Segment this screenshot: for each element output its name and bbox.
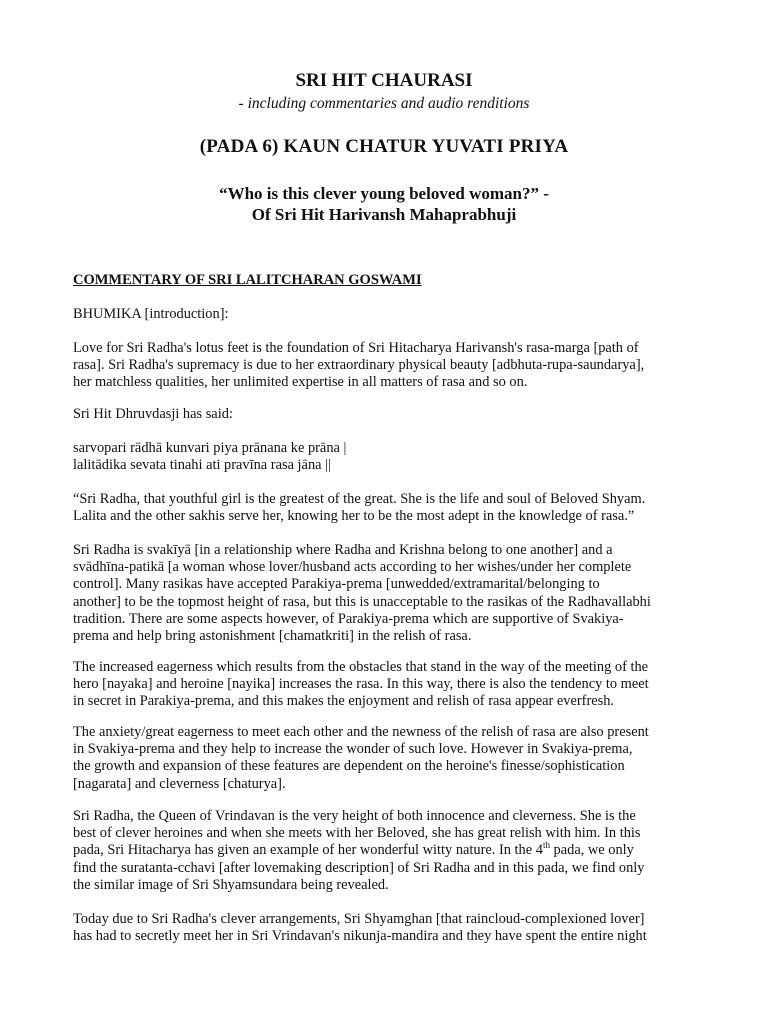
text-line: Lalita and the other sakhis serve her, knowing her to be the most adept in the knowledge of rasa.” [73, 508, 635, 525]
text-line: svādhīna-patikā [a woman whose lover/husband acts according to her wishes/under her complete [73, 559, 632, 576]
paragraph-anxiety [73, 724, 698, 793]
text-line: has had to secretly meet her in Sri Vrindavan's nikunja-mandira and they have spent the entire night [73, 928, 647, 945]
text-line: prema and help bring astonishment [chamatkriti] in the relish of rasa. [73, 628, 472, 645]
text-line: Today due to Sri Radha's clever arrangements, Sri Shyamghan [that raincloud-complexioned lover] [73, 911, 645, 927]
text-segment: pada, we only [549, 842, 634, 859]
paragraph-svakiya [73, 542, 698, 645]
text-line: best of clever heroines and when she meets with her Beloved, she has great relish with him. In this [73, 825, 641, 842]
text-line: Sri Hit Dhruvdasji has said: [73, 406, 233, 422]
document-title: SRI HIT CHAURASI [295, 70, 473, 91]
text-line: BHUMIKA [introduction]: [73, 306, 229, 322]
text-line: lalitādika sevata tinahi ati pravīna rasa jāna || [73, 457, 331, 474]
text-line-with-superscript [73, 842, 698, 859]
text-line: rasa]. Sri Radha's supremacy is due to her extraordinary physical beauty [adbhuta-rupa-saundarya], [73, 357, 645, 374]
paragraph-eagerness [73, 659, 698, 711]
text-line: hero [nayaka] and heroine [nayika] increases the rasa. In this way, there is also the tendency to meet [73, 676, 649, 693]
text-line: in secret in Parakiya-prema, and this makes the enjoyment and relish of rasa appear everfresh. [73, 693, 615, 710]
text-line: “Sri Radha, that youthful girl is the greatest of the great. She is the life and soul of Beloved Shyam. [73, 491, 646, 507]
text-segment: pada, Sri Hitacharya has given an example of her wonderful witty nature. In the 4 [73, 842, 543, 859]
paragraph-love [73, 340, 698, 392]
pada-author: Of Sri Hit Harivansh Mahaprabhuji [251, 205, 517, 224]
pada-quote: “Who is this clever young beloved woman?” - [219, 184, 549, 203]
paragraph-translation [73, 491, 698, 525]
paragraph-verse [73, 440, 698, 474]
text-line: tradition. There are some aspects however, of Parakiya-prema which are supportive of Svakiya- [73, 610, 624, 627]
section-heading: COMMENTARY OF SRI LALITCHARAN GOSWAMI [73, 272, 422, 288]
paragraph-queen [73, 808, 698, 894]
text-line: the growth and expansion of these features are dependent on the heroine's finesse/sophistication [73, 758, 625, 775]
ordinal-superscript: th [542, 840, 550, 851]
text-line: [nagarata] and cleverness [chaturya]. [73, 775, 286, 792]
paragraph-today [73, 911, 698, 945]
pada-title: (PADA 6) KAUN CHATUR YUVATI PRIYA [199, 136, 569, 157]
text-line: the similar image of Sri Shyamsundara being revealed. [73, 876, 389, 893]
text-line: The anxiety/great eagerness to meet each other and the newness of the relish of rasa are also present [73, 724, 649, 740]
text-line: The increased eagerness which results from the obstacles that stand in the way of the meeting of the [73, 659, 649, 675]
text-line: her matchless qualities, her unlimited expertise in all matters of rasa and so on. [73, 374, 528, 391]
text-line: Sri Radha, the Queen of Vrindavan is the very height of both innocence and cleverness. She is the [73, 808, 636, 824]
text-line: control]. Many rasikas have accepted Parakiya-prema [unwedded/extramarital/belonging to [73, 576, 600, 593]
document-subtitle: - including commentaries and audio renditions [238, 95, 530, 112]
text-line: Sri Radha is svakīyā [in a relationship where Radha and Krishna belong to one another] and a [73, 542, 613, 558]
text-line: sarvopari rādhā kunvari piya prānana ke prāna | [73, 440, 347, 456]
text-line: another] to be the topmost height of rasa, but this is unacceptable to the rasikas of the Radhavallabhi [73, 593, 651, 610]
paragraph-bhumika [73, 306, 698, 323]
text-line: Love for Sri Radha's lotus feet is the foundation of Sri Hitacharya Harivansh's rasa-marga [path of [73, 340, 639, 356]
paragraph-dhruvdas [73, 406, 698, 423]
text-line: find the suratanta-cchavi [after lovemaking description] of Sri Radha and in this pada, we find only [73, 859, 645, 876]
text-line: in Svakiya-prema and they help to increase the wonder of such love. However in Svakiya-prema, [73, 741, 633, 758]
